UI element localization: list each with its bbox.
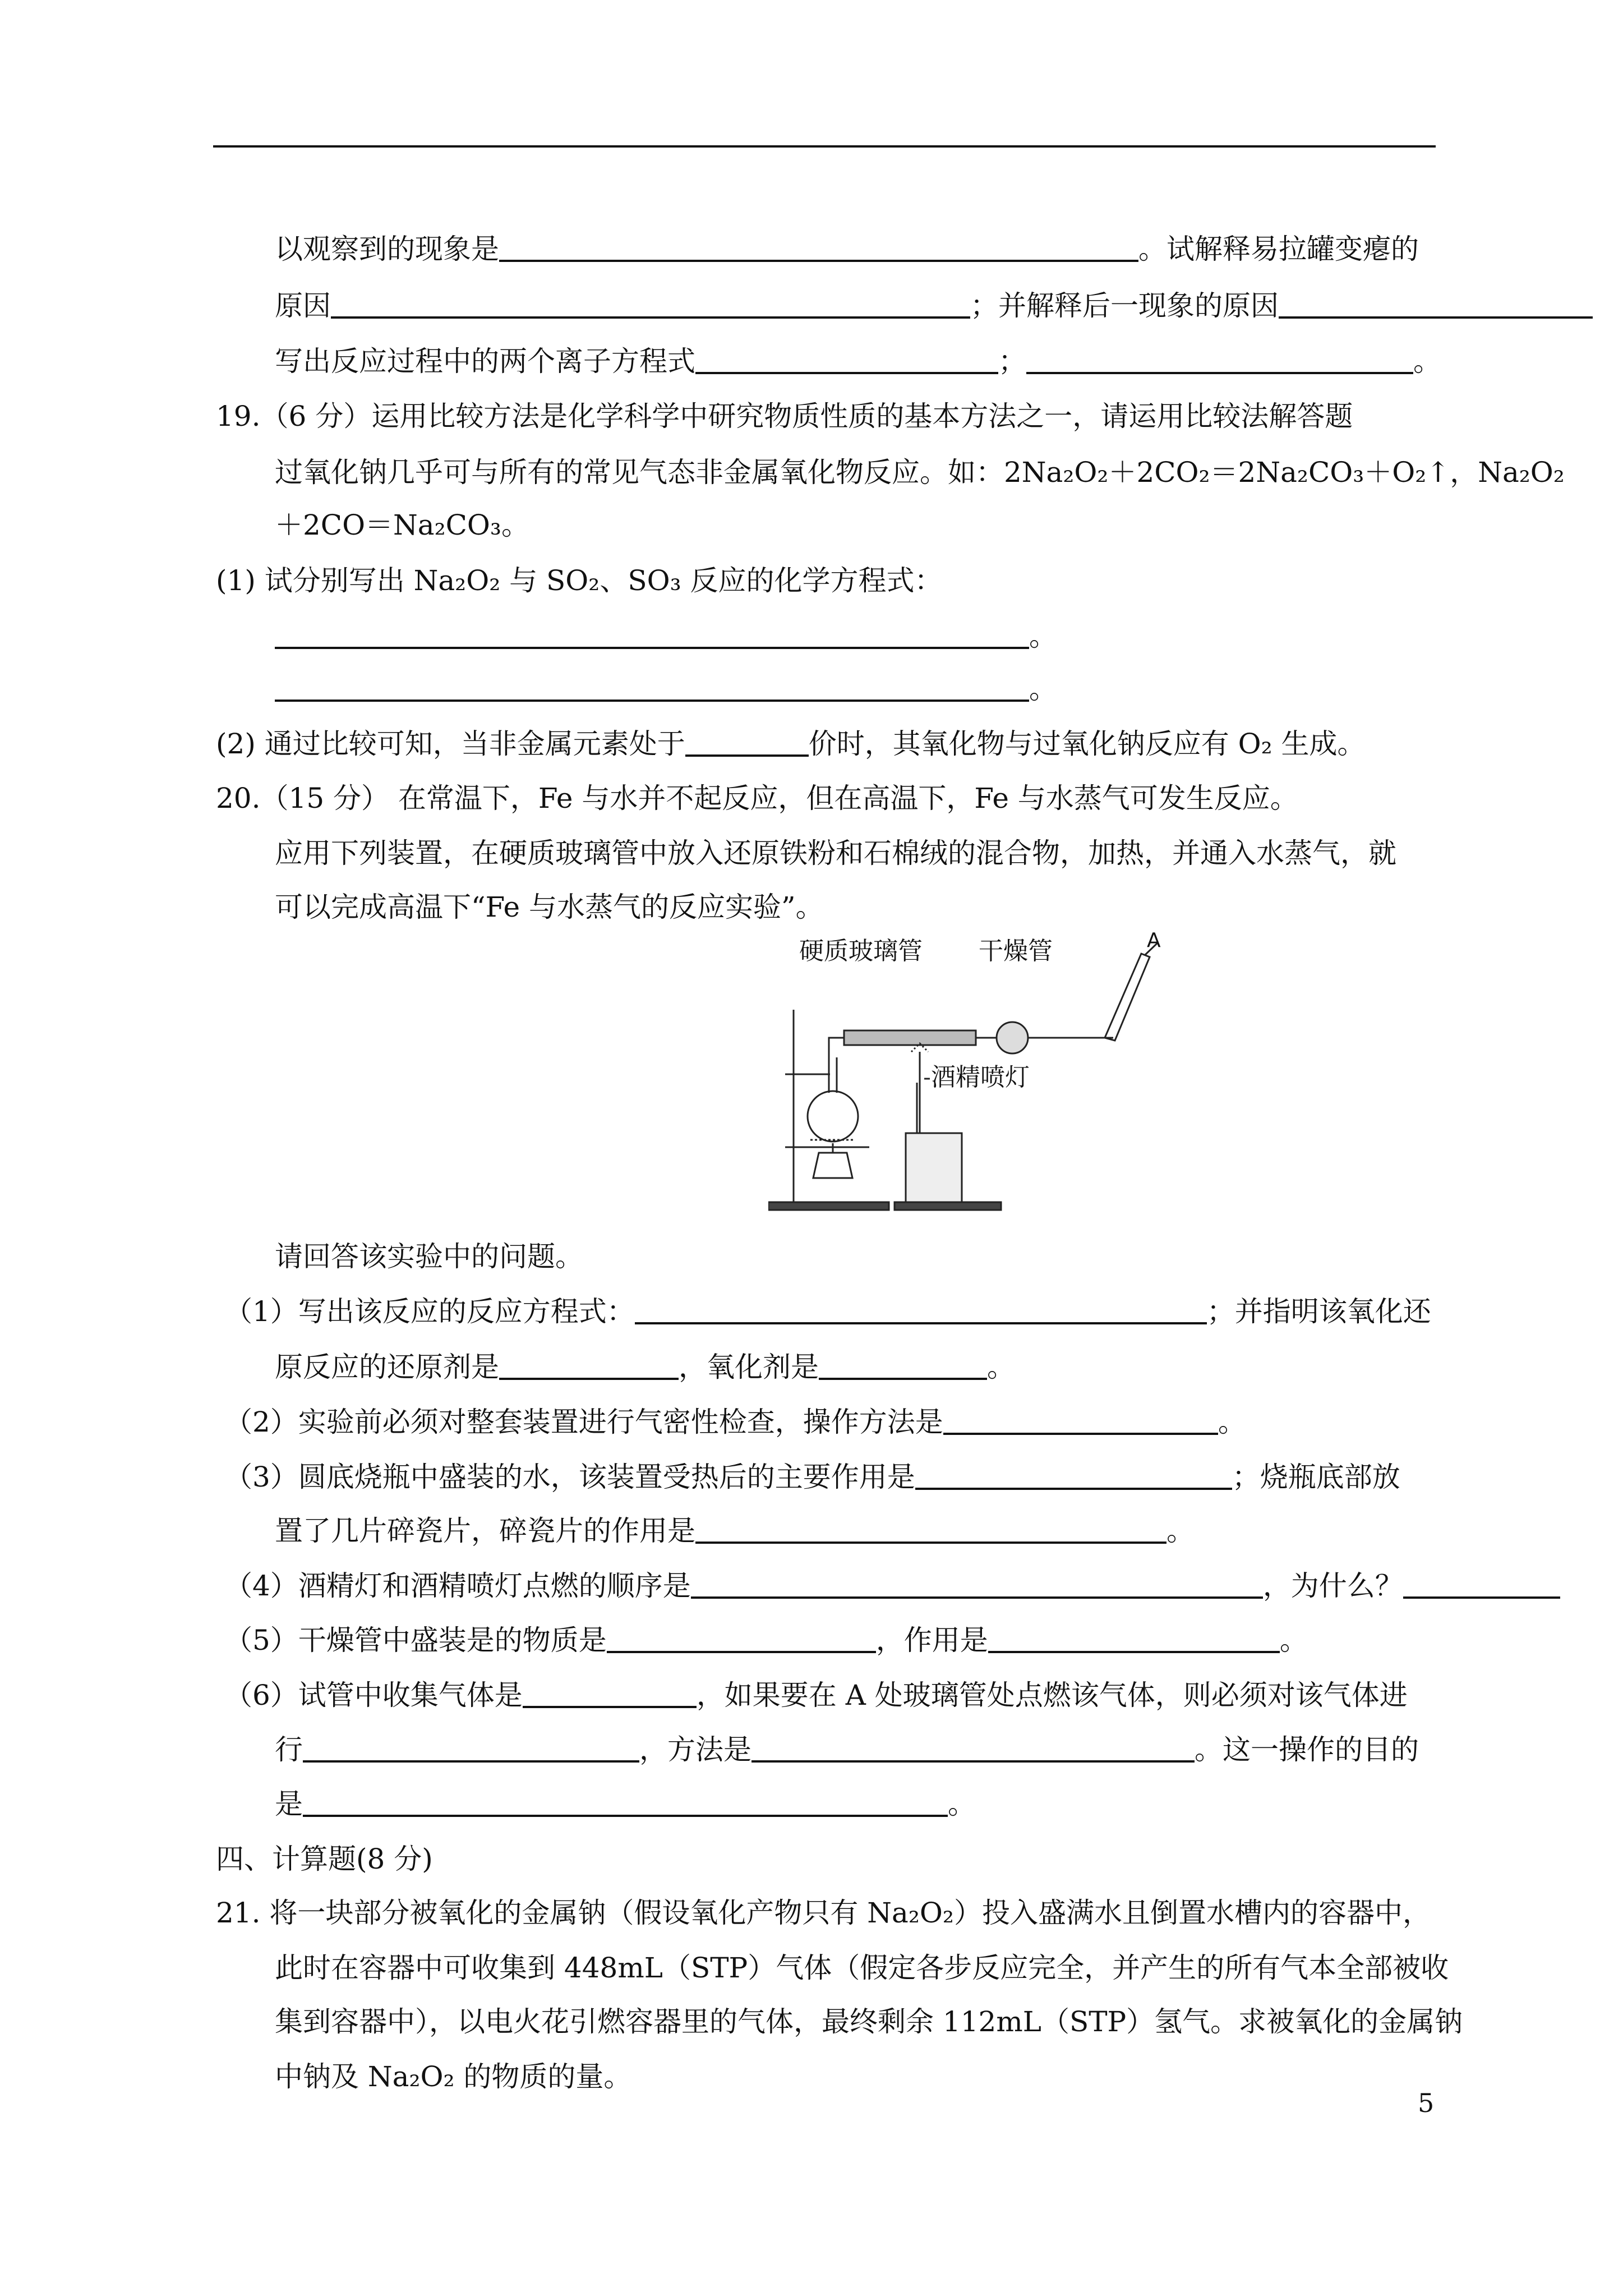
drying-tube (997, 1022, 1028, 1053)
text-line: 写出反应过程中的两个离子方程式 ； 。 (275, 345, 1441, 378)
answer-blank[interactable] (819, 1352, 987, 1380)
answer-blank[interactable] (1279, 291, 1593, 319)
text-line: ＋2CO＝Na₂CO₃。 (275, 509, 529, 541)
text-line: 集到容器中），以电火花引燃容器里的气体，最终剩余 112mL（STP）氢气。求被氧化的金属钠 (275, 2005, 1463, 2038)
question-20-2: （2）实验前必须对整套装置进行气密性检查，操作方法是 。 (224, 1406, 1246, 1438)
right-stand-base (895, 1202, 1001, 1210)
answer-blank[interactable] (303, 1789, 948, 1817)
text-line: 此时在容器中可收集到 448mL（STP）气体（假定各步反应完全，并产生的所有气本全部被收 (275, 1952, 1449, 1984)
section-heading: 四、计算题(8 分) (216, 1843, 433, 1875)
answer-blank[interactable] (915, 1462, 1232, 1490)
text-line: 过氧化钠几乎可与所有的常见气态非金属氧化物反应。如：2Na₂O₂＋2CO₂＝2Na₂CO₃＋O₂↑，Na₂O₂ (275, 456, 1565, 489)
test-tube (1105, 954, 1150, 1041)
text-line: 。 (275, 619, 1057, 653)
answer-blank[interactable] (691, 1571, 1263, 1599)
answer-blank[interactable] (685, 729, 809, 757)
question-20-3: （3）圆底烧瓶中盛装的水，该装置受热后的主要作用是 ；烧瓶底部放 (224, 1461, 1400, 1493)
label-hard-glass-tube: 硬质玻璃管 (799, 937, 923, 965)
question-20-4: （4）酒精灯和酒精喷灯点燃的顺序是 ，为什么？ (224, 1569, 1560, 1603)
label-A: A (1147, 931, 1161, 952)
question-19: 19.（6 分）运用比较方法是化学科学中研究物质性质的基本方法之一，请运用比较法解答题 (216, 400, 1353, 432)
answer-blank[interactable] (499, 1352, 679, 1380)
answer-blank[interactable] (275, 674, 1029, 702)
text-line: 请回答该实验中的问题。 (275, 1240, 583, 1273)
text-line: 是 。 (275, 1788, 976, 1820)
answer-blank[interactable] (751, 1734, 1195, 1763)
answer-blank[interactable] (499, 234, 1138, 262)
text-line: 原反应的还原剂是 ，氧化剂是 。 (275, 1351, 1015, 1383)
question-20: 20.（15 分） 在常温下，Fe 与水并不起反应，但在高温下，Fe 与水蒸气可发生反应。 (216, 782, 1298, 815)
question-20-6: （6）试管中收集气体是 ，如果要在 A 处玻璃管处点燃该气体，则必须对该气体进 (224, 1679, 1408, 1711)
hard-glass-tube (844, 1030, 976, 1045)
answer-blank[interactable] (607, 1625, 876, 1653)
answer-blank[interactable] (275, 621, 1029, 649)
question-20-1: （1）写出该反应的反应方程式： ；并指明该氧化还 (224, 1295, 1431, 1328)
text-line: 以观察到的现象是 。试解释易拉罐变瘪的 (275, 233, 1419, 265)
answer-blank[interactable] (1026, 346, 1413, 374)
text-line: 行 ，方法是 。这一操作的目的 (275, 1733, 1419, 1766)
text-line: 。 (275, 672, 1057, 706)
page-number: 5 (1418, 2088, 1435, 2118)
answer-blank[interactable] (1403, 1571, 1560, 1599)
left-stand-base (768, 1202, 889, 1210)
answer-blank[interactable] (943, 1407, 1218, 1435)
question-20-5: （5）干燥管中盛装是的物质是 ，作用是 。 (224, 1624, 1308, 1657)
text-line: 原因 ；并解释后一现象的原因 (275, 289, 1593, 323)
text-line: 置了几片碎瓷片，碎瓷片的作用是 。 (275, 1515, 1195, 1547)
blast-lamp-body (906, 1133, 962, 1202)
question-19-2: (2) 通过比较可知，当非金属元素处于 价时，其氧化物与过氧化钠反应有 O₂ 生成。 (216, 728, 1366, 760)
answer-blank[interactable] (695, 346, 998, 374)
label-drying-tube: 干燥管 (979, 937, 1053, 965)
answer-blank[interactable] (303, 1734, 639, 1763)
answer-blank[interactable] (523, 1680, 697, 1708)
question-19-1: (1) 试分别写出 Na₂O₂ 与 SO₂、SO₃ 反应的化学方程式： (216, 564, 943, 597)
answer-blank[interactable] (695, 1516, 1166, 1544)
round-bottom-flask (808, 1091, 858, 1142)
connecting-tube (829, 1038, 844, 1057)
text-line: 可以完成高温下“Fe 与水蒸气的反应实验”。 (275, 891, 824, 923)
label-blast-lamp: 酒精喷灯 (931, 1063, 1030, 1092)
text-line: 应用下列装置，在硬质玻璃管中放入还原铁粉和石棉绒的混合物，加热，并通入水蒸气，就 (275, 837, 1396, 869)
header-rule (213, 145, 1436, 148)
answer-blank[interactable] (331, 291, 970, 319)
text-line: 中钠及 Na₂O₂ 的物质的量。 (275, 2060, 632, 2093)
answer-blank[interactable] (635, 1296, 1207, 1324)
alcohol-lamp (813, 1153, 852, 1178)
answer-blank[interactable] (988, 1625, 1280, 1653)
question-21: 21. 将一块部分被氧化的金属钠（假设氧化产物只有 Na₂O₂）投入盛满水且倒置水槽内的容器中， (216, 1897, 1431, 1929)
apparatus-diagram (768, 931, 1161, 1214)
